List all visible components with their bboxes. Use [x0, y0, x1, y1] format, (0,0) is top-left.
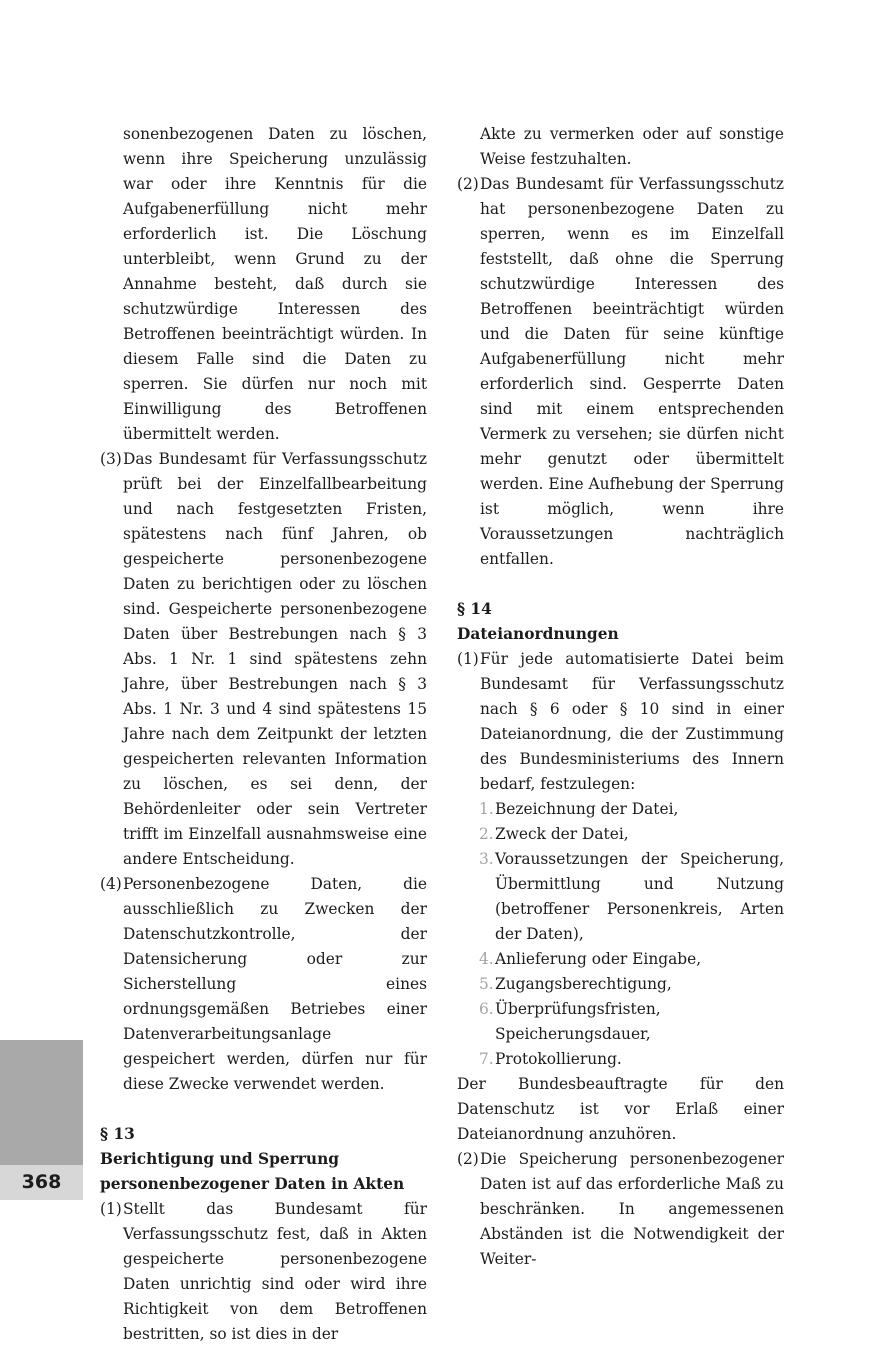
- item-text: Das Bundesamt für Verfassungsschutz prüft bei der Einzelfallbearbeitung und nach festgesetzten Fristen, spätestens nach fünf Jahren, ob gespeicherte personenbezogene Daten zu berichtigen oder zu löschen sind. Gespeicherte personenbezogene Daten über Bestrebungen nach § 3 Abs. 1 Nr. 1 sind spätestens zehn Jahre, über Bestrebungen nach § 3 Abs. 1 Nr. 3 und 4 sind spätestens 15 Jahre nach dem Zeitpunkt der letzten gespeicherten relevanten Information zu löschen, es sei denn, der Behördenleiter oder sein Vertreter trifft im Einzelfall ausnahmsweise eine andere Entscheidung.: [123, 450, 427, 868]
- right-continuation-text: [457, 122, 784, 172]
- section-13-item-1: [100, 1197, 427, 1347]
- list-text: Überprüfungsfristen, Speicherungsdauer,: [495, 1000, 661, 1043]
- list-item: [457, 847, 784, 947]
- list-text: Bezeichnung der Datei,: [495, 800, 679, 818]
- item-text: Personenbezogene Daten, die ausschließlich zu Zwecken der Datenschutzkontrolle, der Datensicherung oder zur Sicherstellung eines ordnungsgemäßen Betriebes einer Datenverarbeitungsanlage gespeichert werden, dürfen nur für diese Zwecke verwendet werden.: [123, 875, 427, 1093]
- item-number: (1): [457, 650, 479, 668]
- list-text: Voraussetzungen der Speicherung, Übermittlung und Nutzung (betroffener Personenkreis, Arten der Daten),: [495, 850, 784, 943]
- page-edge-tab: [0, 1040, 83, 1165]
- list-number: 2.: [479, 825, 494, 843]
- item-text: Stellt das Bundesamt für Verfassungsschutz fest, daß in Akten gespeicherte personenbezogene Daten unrichtig sind oder wird ihre Richtigkeit von dem Betroffenen bestritten, so ist dies in der: [123, 1200, 427, 1343]
- list-item: [457, 1047, 784, 1072]
- item-number: (2): [457, 1150, 479, 1168]
- list-item: [457, 822, 784, 847]
- item-number: (2): [457, 175, 479, 193]
- right-column: [457, 122, 784, 1272]
- section-14-sign: § 14: [457, 600, 492, 618]
- list-text: Zweck der Datei,: [495, 825, 629, 843]
- item-text: Das Bundesamt für Verfassungsschutz hat personenbezogene Daten zu sperren, wenn es im Einzelfall feststellt, daß ohne die Sperrung schutzwürdige Interessen des Betroffenen beeinträchtigt würden und die Daten für seine künftige Aufgabenerfüllung nicht mehr erforderlich sind. Gesperrte Daten sind mit einem entsprechenden Vermerk zu versehen; sie dürfen nicht mehr genutzt oder übermittelt werden. Eine Aufhebung der Sperrung ist möglich, wenn ihre Voraussetzungen nachträglich entfallen.: [480, 175, 784, 568]
- item-number: (1): [100, 1200, 122, 1218]
- list-item: [457, 972, 784, 997]
- paragraph-item-3: [100, 447, 427, 872]
- list-item: [457, 947, 784, 972]
- list-number: 6.: [479, 1000, 494, 1018]
- list-number: 5.: [479, 975, 494, 993]
- section-14-item-2: [457, 1147, 784, 1272]
- list-number: 3.: [479, 850, 494, 868]
- section-14-title: Dateianordnungen: [457, 625, 619, 643]
- list-number: 1.: [479, 800, 494, 818]
- section-14-after-list: Der Bundesbeauftragte für den Datenschutz ist vor Erlaß einer Dateianordnung anzuhören.: [457, 1075, 784, 1143]
- section-13-item-2: [457, 172, 784, 572]
- section-13-title: Berichtigung und Sperrung personenbezogener Daten in Akten: [100, 1150, 405, 1193]
- list-item: [457, 797, 784, 822]
- item-number: (3): [100, 450, 122, 468]
- section-14-item-1: [457, 647, 784, 797]
- list-text: Protokollierung.: [495, 1050, 622, 1068]
- left-continuation-text: [100, 122, 427, 447]
- item-text: Die Speicherung personenbezogener Daten ist auf das erforderliche Maß zu beschränken. In angemessenen Abständen ist die Notwendigkeit der Weiter-: [480, 1150, 784, 1268]
- left-continuation-body: sonenbezogenen Daten zu löschen, wenn ihre Speicherung unzulässig war oder ihre Kenntnis für die Aufgabenerfüllung nicht mehr erforderlich ist. Die Löschung unterbleibt, wenn Grund zu der Annahme besteht, daß durch sie schutzwürdige Interessen des Betroffenen beeinträchtigt würden. In diesem Falle sind die Daten zu sperren. Sie dürfen nur noch mit Einwilligung des Betroffenen übermittelt werden.: [123, 125, 427, 443]
- list-item: [457, 997, 784, 1047]
- list-text: Anlieferung oder Eingabe,: [495, 950, 702, 968]
- right-continuation-body: Akte zu vermerken oder auf sonstige Weise festzuhalten.: [480, 125, 784, 168]
- list-text: Zugangsberechtigung,: [495, 975, 672, 993]
- item-number: (4): [100, 875, 122, 893]
- item-text: Für jede automatisierte Datei beim Bundesamt für Verfassungsschutz nach § 6 oder § 10 sind in einer Dateianordnung, die der Zustimmung des Bundesministeriums des Innern bedarf, festzulegen:: [480, 650, 784, 793]
- left-column: [100, 122, 427, 1347]
- section-14-list: [457, 797, 784, 1072]
- paragraph-item-4: [100, 872, 427, 1097]
- list-number: 7.: [479, 1050, 494, 1068]
- page-number: 368: [0, 1165, 83, 1200]
- list-number: 4.: [479, 950, 494, 968]
- section-13-sign: § 13: [100, 1125, 135, 1143]
